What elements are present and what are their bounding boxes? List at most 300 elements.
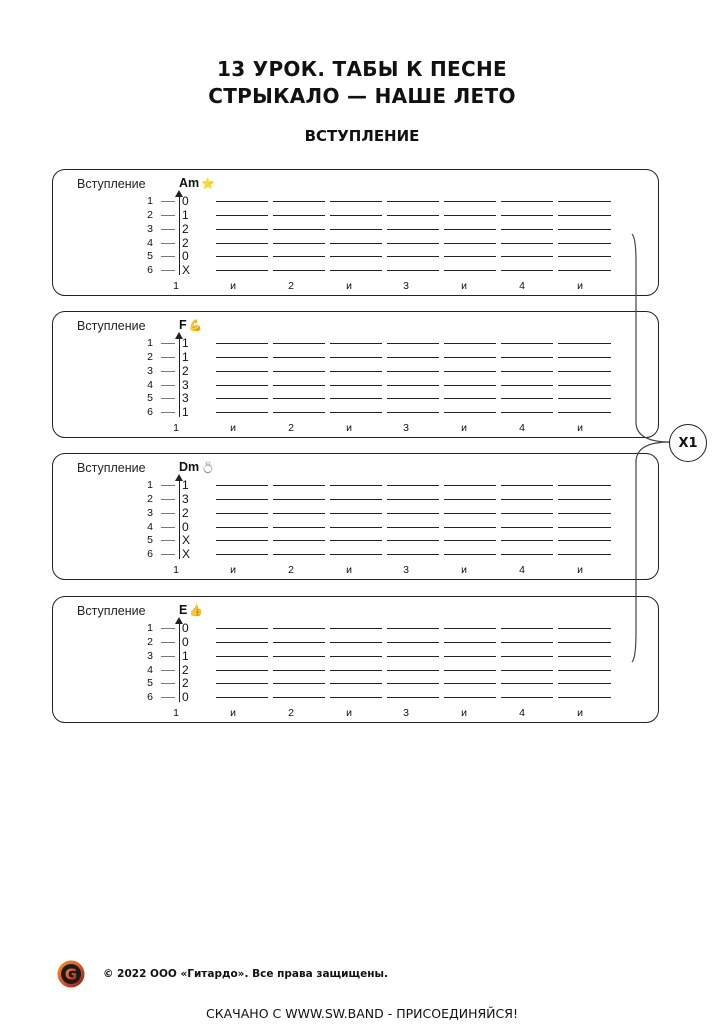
string-line xyxy=(387,628,439,629)
string-line xyxy=(273,527,325,528)
string-line xyxy=(387,670,439,671)
string-number: 3 xyxy=(147,650,153,662)
string-line xyxy=(216,628,268,629)
string-number: 3 xyxy=(147,507,153,519)
tab-axis xyxy=(179,622,180,702)
beat-count: и xyxy=(230,564,236,576)
string-number: 4 xyxy=(147,379,153,391)
string-line xyxy=(273,357,325,358)
string-tick xyxy=(161,485,175,486)
beat-count: и xyxy=(461,707,467,719)
string-line xyxy=(501,256,553,257)
string-line xyxy=(216,554,268,555)
string-line xyxy=(273,412,325,413)
chord-label: F xyxy=(179,318,187,332)
string-line xyxy=(558,628,611,629)
string-line xyxy=(558,412,611,413)
string-tick xyxy=(161,243,175,244)
string-line xyxy=(330,656,382,657)
beat-count: 1 xyxy=(173,564,179,576)
string-line xyxy=(387,215,439,216)
string-line xyxy=(558,215,611,216)
beat-count: 4 xyxy=(519,280,525,292)
title-line-1: 13 УРОК. ТАБЫ К ПЕСНЕ xyxy=(217,57,507,81)
string-line xyxy=(558,642,611,643)
string-tick xyxy=(161,371,175,372)
string-number: 2 xyxy=(147,636,153,648)
string-line xyxy=(387,527,439,528)
string-line xyxy=(387,554,439,555)
fret-number: 2 xyxy=(182,236,189,250)
string-line xyxy=(444,683,496,684)
string-line xyxy=(330,243,382,244)
beat-count: и xyxy=(346,564,352,576)
thumbs-up-icon: 👍 xyxy=(189,605,204,617)
fret-number: 3 xyxy=(182,492,189,506)
beat-count: и xyxy=(461,280,467,292)
string-line xyxy=(387,343,439,344)
string-tick xyxy=(161,343,175,344)
fret-number: 1 xyxy=(182,208,189,222)
string-number: 6 xyxy=(147,264,153,276)
beat-count: и xyxy=(577,564,583,576)
string-line xyxy=(387,683,439,684)
string-line xyxy=(330,527,382,528)
fret-number: 1 xyxy=(182,478,189,492)
string-line xyxy=(501,201,553,202)
beat-count: и xyxy=(577,707,583,719)
string-tick xyxy=(161,215,175,216)
string-line xyxy=(330,670,382,671)
string-number: 2 xyxy=(147,493,153,505)
fret-number: 3 xyxy=(182,391,189,405)
string-line xyxy=(387,270,439,271)
fret-number: 3 xyxy=(182,378,189,392)
beat-count: 1 xyxy=(173,707,179,719)
chord-name xyxy=(179,603,203,617)
string-tick xyxy=(161,357,175,358)
string-line xyxy=(387,540,439,541)
tab-block xyxy=(52,453,659,580)
string-line xyxy=(216,670,268,671)
string-line xyxy=(444,215,496,216)
fret-number: 1 xyxy=(182,350,189,364)
string-number: 3 xyxy=(147,223,153,235)
string-tick xyxy=(161,628,175,629)
string-line xyxy=(273,201,325,202)
string-number: 5 xyxy=(147,534,153,546)
chord-name xyxy=(179,176,215,190)
tab-axis xyxy=(179,479,180,559)
string-number: 1 xyxy=(147,337,153,349)
string-line xyxy=(558,683,611,684)
string-line xyxy=(387,499,439,500)
string-line xyxy=(444,554,496,555)
string-line xyxy=(558,485,611,486)
string-number: 4 xyxy=(147,237,153,249)
string-line xyxy=(216,485,268,486)
string-line xyxy=(444,357,496,358)
string-tick xyxy=(161,527,175,528)
string-line xyxy=(558,270,611,271)
string-line xyxy=(558,656,611,657)
string-line xyxy=(387,385,439,386)
string-tick xyxy=(161,554,175,555)
string-tick xyxy=(161,642,175,643)
beat-count: и xyxy=(230,707,236,719)
copyright-text: © 2022 ООО «Гитардо». Все права защищены. xyxy=(103,968,388,980)
string-line xyxy=(330,485,382,486)
string-tick xyxy=(161,270,175,271)
string-tick xyxy=(161,398,175,399)
string-line xyxy=(444,527,496,528)
string-tick xyxy=(161,697,175,698)
string-line xyxy=(273,656,325,657)
string-line xyxy=(216,243,268,244)
string-line xyxy=(444,371,496,372)
string-line xyxy=(501,683,553,684)
string-line xyxy=(387,256,439,257)
fret-number: 2 xyxy=(182,506,189,520)
string-number: 2 xyxy=(147,351,153,363)
fret-number: X xyxy=(182,547,191,561)
string-line xyxy=(501,215,553,216)
string-line xyxy=(273,628,325,629)
chord-label: Dm xyxy=(179,460,200,474)
beat-count: 2 xyxy=(288,707,294,719)
string-line xyxy=(558,343,611,344)
string-line xyxy=(501,554,553,555)
tab-axis xyxy=(179,195,180,275)
string-line xyxy=(501,229,553,230)
beat-count: и xyxy=(461,564,467,576)
fret-number: 1 xyxy=(182,405,189,419)
string-line xyxy=(330,343,382,344)
string-line xyxy=(387,371,439,372)
section-heading: ВСТУПЛЕНИЕ xyxy=(304,127,420,145)
string-line xyxy=(330,371,382,372)
string-line xyxy=(273,513,325,514)
fret-number: 1 xyxy=(182,336,189,350)
string-line xyxy=(330,554,382,555)
string-line xyxy=(216,412,268,413)
string-line xyxy=(444,385,496,386)
string-tick xyxy=(161,385,175,386)
string-line xyxy=(273,243,325,244)
string-line xyxy=(501,398,553,399)
beat-count: 2 xyxy=(288,564,294,576)
string-line xyxy=(216,499,268,500)
string-line xyxy=(501,656,553,657)
beat-count: 2 xyxy=(288,422,294,434)
string-line xyxy=(558,371,611,372)
string-number: 3 xyxy=(147,365,153,377)
beat-count: и xyxy=(346,422,352,434)
beat-count: 3 xyxy=(403,422,409,434)
string-line xyxy=(501,485,553,486)
string-line xyxy=(273,485,325,486)
string-line xyxy=(330,256,382,257)
string-line xyxy=(444,499,496,500)
string-line xyxy=(558,229,611,230)
string-number: 6 xyxy=(147,691,153,703)
string-line xyxy=(444,697,496,698)
beat-count: 1 xyxy=(173,280,179,292)
string-tick xyxy=(161,499,175,500)
string-line xyxy=(330,229,382,230)
string-line xyxy=(330,642,382,643)
string-line xyxy=(501,270,553,271)
string-line xyxy=(216,343,268,344)
string-line xyxy=(501,628,553,629)
string-line xyxy=(330,499,382,500)
string-line xyxy=(501,513,553,514)
string-line xyxy=(330,385,382,386)
string-line xyxy=(501,540,553,541)
string-line xyxy=(216,513,268,514)
beat-count: 3 xyxy=(403,564,409,576)
beat-count: и xyxy=(577,280,583,292)
string-line xyxy=(558,554,611,555)
string-line xyxy=(558,243,611,244)
string-line xyxy=(558,670,611,671)
string-line xyxy=(273,229,325,230)
string-line xyxy=(273,499,325,500)
string-line xyxy=(387,697,439,698)
fret-number: 0 xyxy=(182,635,189,649)
string-tick xyxy=(161,201,175,202)
string-line xyxy=(558,398,611,399)
string-line xyxy=(387,398,439,399)
beat-count: и xyxy=(346,707,352,719)
string-tick xyxy=(161,670,175,671)
string-line xyxy=(216,270,268,271)
string-line xyxy=(273,371,325,372)
chord-name xyxy=(179,460,215,474)
beat-count: 3 xyxy=(403,707,409,719)
string-line xyxy=(387,412,439,413)
string-number: 1 xyxy=(147,479,153,491)
string-line xyxy=(273,670,325,671)
string-line xyxy=(273,554,325,555)
fret-number: 2 xyxy=(182,364,189,378)
string-line xyxy=(216,527,268,528)
string-line xyxy=(273,270,325,271)
tab-block xyxy=(52,311,659,438)
string-tick xyxy=(161,229,175,230)
tab-block xyxy=(52,169,659,296)
string-line xyxy=(273,697,325,698)
string-number: 1 xyxy=(147,622,153,634)
string-line xyxy=(444,270,496,271)
string-line xyxy=(387,357,439,358)
string-line xyxy=(444,412,496,413)
string-line xyxy=(444,343,496,344)
string-line xyxy=(444,540,496,541)
string-line xyxy=(216,357,268,358)
page-title xyxy=(0,56,724,110)
string-line xyxy=(387,201,439,202)
string-line xyxy=(387,243,439,244)
string-line xyxy=(330,513,382,514)
string-line xyxy=(444,513,496,514)
beat-count: 4 xyxy=(519,707,525,719)
beat-count: 3 xyxy=(403,280,409,292)
string-line xyxy=(444,256,496,257)
string-line xyxy=(501,499,553,500)
fret-number: X xyxy=(182,263,191,277)
fret-number: 2 xyxy=(182,663,189,677)
beat-count: и xyxy=(230,280,236,292)
tab-axis xyxy=(179,337,180,417)
string-line xyxy=(387,485,439,486)
string-line xyxy=(501,371,553,372)
fret-number: 0 xyxy=(182,621,189,635)
string-line xyxy=(216,697,268,698)
string-line xyxy=(387,656,439,657)
tab-section-label: Вступление xyxy=(77,177,146,191)
string-number: 5 xyxy=(147,392,153,404)
repeat-count-badge: X1 xyxy=(669,424,707,462)
string-line xyxy=(444,642,496,643)
string-line xyxy=(558,513,611,514)
string-line xyxy=(330,628,382,629)
fret-number: 0 xyxy=(182,690,189,704)
string-line xyxy=(330,270,382,271)
string-line xyxy=(558,201,611,202)
fret-number: 0 xyxy=(182,249,189,263)
string-line xyxy=(216,398,268,399)
beat-count: и xyxy=(230,422,236,434)
string-tick xyxy=(161,656,175,657)
tab-block xyxy=(52,596,659,723)
repeat-bracket xyxy=(630,232,670,664)
string-line xyxy=(558,357,611,358)
string-line xyxy=(216,385,268,386)
string-number: 5 xyxy=(147,250,153,262)
string-line xyxy=(273,683,325,684)
string-line xyxy=(273,215,325,216)
string-line xyxy=(330,215,382,216)
star-icon: ⭐ xyxy=(201,178,215,190)
string-tick xyxy=(161,256,175,257)
fret-number: 0 xyxy=(182,520,189,534)
string-line xyxy=(330,683,382,684)
string-tick xyxy=(161,683,175,684)
string-line xyxy=(330,201,382,202)
beat-count: 2 xyxy=(288,280,294,292)
string-line xyxy=(273,398,325,399)
string-line xyxy=(444,201,496,202)
string-line xyxy=(558,527,611,528)
string-number: 6 xyxy=(147,548,153,560)
gitardo-logo xyxy=(57,960,85,988)
string-line xyxy=(216,215,268,216)
string-tick xyxy=(161,513,175,514)
string-line xyxy=(558,540,611,541)
string-line xyxy=(501,385,553,386)
title-line-2: СТРЫКАЛО — НАШЕ ЛЕТО xyxy=(208,84,516,108)
string-line xyxy=(273,256,325,257)
string-line xyxy=(558,697,611,698)
string-line xyxy=(330,697,382,698)
string-line xyxy=(387,642,439,643)
download-banner: СКАЧАНО С WWW.SW.BAND - ПРИСОЕДИНЯЙСЯ! xyxy=(206,1006,518,1021)
beat-count: и xyxy=(461,422,467,434)
string-line xyxy=(501,243,553,244)
string-line xyxy=(501,670,553,671)
string-line xyxy=(273,343,325,344)
beat-count: и xyxy=(346,280,352,292)
string-line xyxy=(216,201,268,202)
string-line xyxy=(444,229,496,230)
string-number: 1 xyxy=(147,195,153,207)
tab-section-label: Вступление xyxy=(77,319,146,333)
string-line xyxy=(558,385,611,386)
beat-count: 4 xyxy=(519,422,525,434)
string-line xyxy=(330,540,382,541)
string-line xyxy=(501,527,553,528)
string-line xyxy=(216,683,268,684)
string-line xyxy=(444,243,496,244)
string-line xyxy=(387,229,439,230)
string-line xyxy=(387,513,439,514)
string-line xyxy=(330,412,382,413)
fret-number: 2 xyxy=(182,676,189,690)
string-line xyxy=(216,256,268,257)
string-line xyxy=(273,540,325,541)
chord-name xyxy=(179,318,202,332)
fret-number: 2 xyxy=(182,222,189,236)
string-tick xyxy=(161,540,175,541)
beat-count: 4 xyxy=(519,564,525,576)
string-line xyxy=(444,485,496,486)
string-line xyxy=(330,398,382,399)
beat-count: 1 xyxy=(173,422,179,434)
string-line xyxy=(216,540,268,541)
string-line xyxy=(558,499,611,500)
string-line xyxy=(216,371,268,372)
tab-section-label: Вступление xyxy=(77,461,146,475)
string-line xyxy=(216,656,268,657)
fret-number: X xyxy=(182,533,191,547)
string-line xyxy=(501,343,553,344)
string-line xyxy=(444,628,496,629)
string-line xyxy=(501,412,553,413)
fret-number: 1 xyxy=(182,649,189,663)
string-tick xyxy=(161,412,175,413)
flexed-arm-icon: 💪 xyxy=(188,320,203,332)
ring-icon: 💍 xyxy=(201,462,215,474)
string-line xyxy=(444,398,496,399)
tab-section-label: Вступление xyxy=(77,604,146,618)
string-line xyxy=(501,642,553,643)
string-line xyxy=(501,357,553,358)
string-number: 4 xyxy=(147,521,153,533)
fret-number: 0 xyxy=(182,194,189,208)
string-number: 5 xyxy=(147,677,153,689)
string-number: 4 xyxy=(147,664,153,676)
string-line xyxy=(273,385,325,386)
string-line xyxy=(216,229,268,230)
chord-label: Am xyxy=(179,176,200,190)
string-number: 2 xyxy=(147,209,153,221)
string-line xyxy=(216,642,268,643)
string-line xyxy=(444,670,496,671)
beat-count: и xyxy=(577,422,583,434)
string-line xyxy=(330,357,382,358)
string-number: 6 xyxy=(147,406,153,418)
